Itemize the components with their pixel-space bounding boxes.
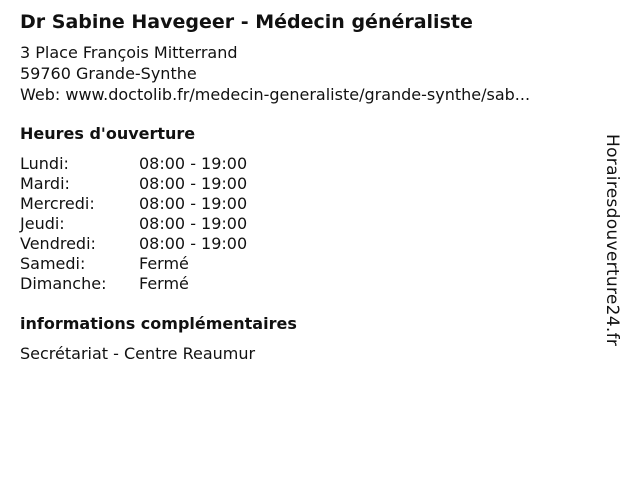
day-label: Samedi:	[20, 254, 86, 273]
day-hours: 08:00 - 19:00	[139, 174, 248, 193]
opening-hours-heading: Heures d'ouverture	[20, 124, 196, 143]
additional-info-heading: informations complémentaires	[20, 314, 297, 333]
day-label: Dimanche:	[20, 274, 107, 293]
day-hours: 08:00 - 19:00	[139, 234, 248, 253]
site-watermark: Horairesdouverture24.fr	[602, 134, 622, 347]
day-hours: 08:00 - 19:00	[139, 214, 248, 233]
day-hours: Fermé	[139, 274, 189, 293]
day-hours: Fermé	[139, 254, 189, 273]
page-title: Dr Sabine Havegeer - Médecin généraliste	[20, 11, 473, 33]
day-label: Mardi:	[20, 174, 70, 193]
day-label: Lundi:	[20, 154, 69, 173]
day-hours: 08:00 - 19:00	[139, 154, 248, 173]
additional-info-text: Secrétariat - Centre Reaumur	[20, 344, 256, 363]
day-label: Mercredi:	[20, 194, 95, 213]
day-label: Jeudi:	[20, 214, 65, 233]
address-street: 3 Place François Mitterrand	[20, 43, 238, 62]
website-link[interactable]: Web: www.doctolib.fr/medecin-generaliste/grande-synthe/sab...	[20, 85, 531, 104]
day-label: Vendredi:	[20, 234, 96, 253]
address-city: 59760 Grande-Synthe	[20, 64, 197, 83]
day-hours: 08:00 - 19:00	[139, 194, 248, 213]
